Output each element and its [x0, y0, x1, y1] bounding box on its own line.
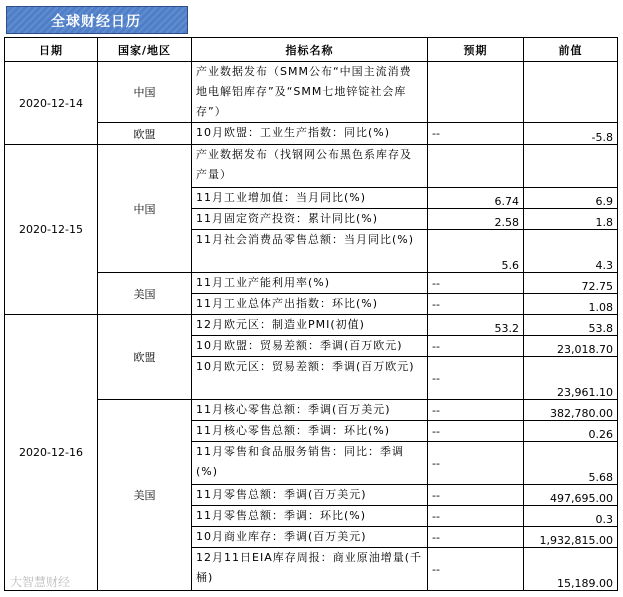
previous-cell: 5.68 — [524, 442, 618, 485]
forecast-cell: -- — [428, 123, 524, 145]
previous-cell: 6.9 — [524, 188, 618, 209]
forecast-cell: -- — [428, 273, 524, 294]
forecast-cell: 2.58 — [428, 209, 524, 230]
indicator-cell: 10月商业库存：季调(百万美元) — [192, 527, 428, 548]
forecast-cell: -- — [428, 357, 524, 400]
previous-cell: 1,932,815.00 — [524, 527, 618, 548]
forecast-cell: 6.74 — [428, 188, 524, 209]
calendar-title-banner — [6, 6, 188, 34]
indicator-cell: 12月欧元区：制造业PMI(初值) — [192, 315, 428, 336]
previous-cell: 382,780.00 — [524, 400, 618, 421]
header-region: 国家/地区 — [98, 38, 192, 62]
previous-cell: 23,018.70 — [524, 336, 618, 357]
indicator-cell: 11月工业总体产出指数：环比(%) — [192, 294, 428, 315]
previous-cell: 15,189.00 — [524, 548, 618, 591]
forecast-cell: -- — [428, 485, 524, 506]
region-cell: 欧盟 — [98, 315, 192, 400]
forecast-cell: -- — [428, 548, 524, 591]
header-indicator: 指标名称 — [192, 38, 428, 62]
forecast-cell: -- — [428, 336, 524, 357]
region-cell: 美国 — [98, 273, 192, 315]
forecast-cell — [428, 62, 524, 123]
indicator-cell: 10月欧盟：工业生产指数：同比(%) — [192, 123, 428, 145]
forecast-cell: -- — [428, 400, 524, 421]
previous-cell — [524, 62, 618, 123]
indicator-cell: 11月工业增加值：当月同比(%) — [192, 188, 428, 209]
indicator-cell: 11月核心零售总额：季调：环比(%) — [192, 421, 428, 442]
previous-cell — [524, 145, 618, 188]
header-previous: 前值 — [524, 38, 618, 62]
date-cell: 2020-12-15 — [5, 145, 98, 315]
forecast-cell: -- — [428, 421, 524, 442]
indicator-cell: 11月社会消费品零售总额：当月同比(%) — [192, 230, 428, 273]
region-cell: 欧盟 — [98, 123, 192, 145]
previous-cell: 497,695.00 — [524, 485, 618, 506]
previous-cell: 4.3 — [524, 230, 618, 273]
indicator-cell: 11月零售总额：季调(百万美元) — [192, 485, 428, 506]
date-cell: 2020-12-14 — [5, 62, 98, 145]
previous-cell: 72.75 — [524, 273, 618, 294]
forecast-cell: 53.2 — [428, 315, 524, 336]
indicator-cell: 11月固定资产投资：累计同比(%) — [192, 209, 428, 230]
forecast-cell: -- — [428, 442, 524, 485]
previous-cell: 1.08 — [524, 294, 618, 315]
calendar-title: 全球财经日历 — [51, 14, 141, 30]
header-forecast: 预期 — [428, 38, 524, 62]
region-cell: 美国 — [98, 400, 192, 591]
indicator-cell: 10月欧盟：贸易差额：季调(百万欧元) — [192, 336, 428, 357]
forecast-cell: 5.6 — [428, 230, 524, 273]
forecast-cell: -- — [428, 294, 524, 315]
economic-calendar-table — [4, 37, 618, 591]
indicator-cell: 11月零售总额：季调：环比(%) — [192, 506, 428, 527]
previous-cell: 0.26 — [524, 421, 618, 442]
indicator-cell: 产业数据发布（SMM公布“中国主流消费地电解铝库存”及“SMM七地锌锭社会库存”） — [192, 62, 428, 123]
indicator-cell: 11月工业产能利用率(%) — [192, 273, 428, 294]
date-cell: 2020-12-16 — [5, 315, 98, 591]
indicator-cell: 10月欧元区：贸易差额：季调(百万欧元) — [192, 357, 428, 400]
previous-cell: 1.8 — [524, 209, 618, 230]
forecast-cell: -- — [428, 527, 524, 548]
previous-cell: -5.8 — [524, 123, 618, 145]
indicator-cell: 12月11日EIA库存周报：商业原油增量(千桶) — [192, 548, 428, 591]
region-cell: 中国 — [98, 145, 192, 273]
table-row — [5, 315, 618, 336]
forecast-cell — [428, 145, 524, 188]
watermark-logo: 大智慧财经 — [10, 575, 71, 589]
indicator-cell: 产业数据发布（找钢网公布黑色系库存及产量） — [192, 145, 428, 188]
region-cell: 中国 — [98, 62, 192, 123]
previous-cell: 23,961.10 — [524, 357, 618, 400]
previous-cell: 0.3 — [524, 506, 618, 527]
header-date: 日期 — [5, 38, 98, 62]
previous-cell: 53.8 — [524, 315, 618, 336]
table-row — [5, 145, 618, 188]
table-row — [5, 62, 618, 123]
indicator-cell: 11月零售和食品服务销售：同比：季调(%) — [192, 442, 428, 485]
table-header-row — [5, 38, 618, 62]
forecast-cell: -- — [428, 506, 524, 527]
indicator-cell: 11月核心零售总额：季调(百万美元) — [192, 400, 428, 421]
